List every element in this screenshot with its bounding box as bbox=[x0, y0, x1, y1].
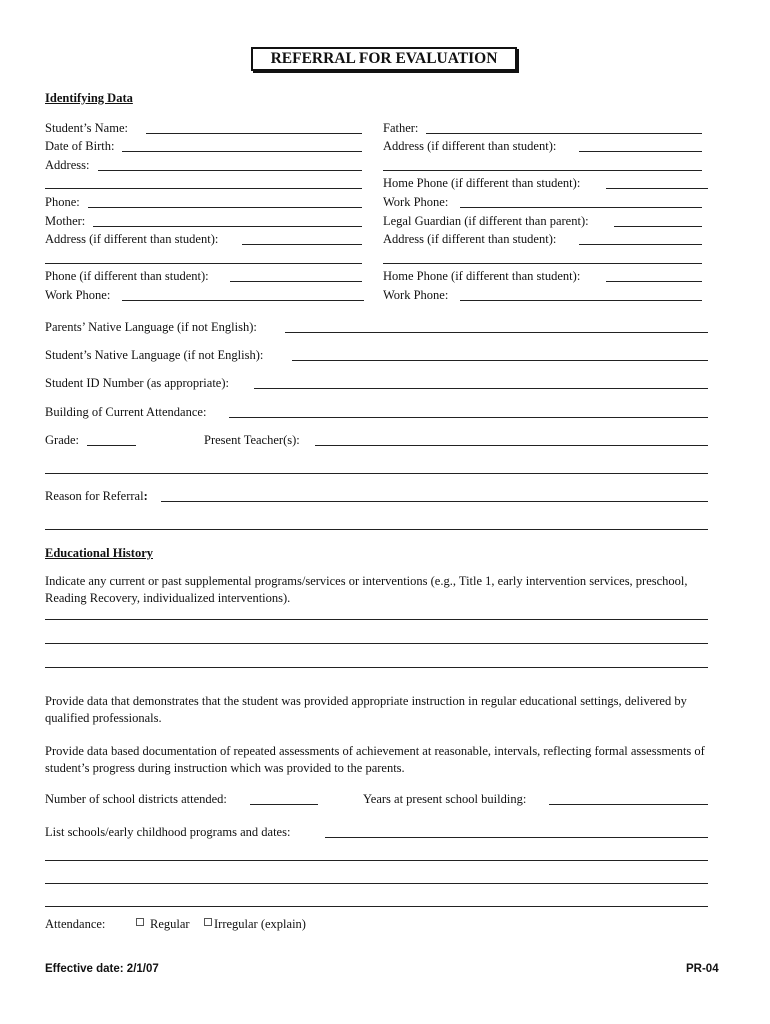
phone-label: Phone: bbox=[45, 195, 80, 209]
father-address-label: Address (if different than student): bbox=[383, 139, 557, 153]
guardian-home-phone-label: Home Phone (if different than student): bbox=[383, 269, 581, 283]
districts-field[interactable] bbox=[250, 804, 318, 805]
identifying-data-heading: Identifying Data bbox=[45, 91, 133, 105]
address-label: Address: bbox=[45, 158, 90, 172]
educational-history-heading: Educational History bbox=[45, 546, 153, 560]
mother-work-phone-label: Work Phone: bbox=[45, 288, 111, 302]
form-code: PR-04 bbox=[686, 963, 719, 975]
guardian-home-phone-field[interactable] bbox=[606, 281, 702, 282]
parents-language-field[interactable] bbox=[285, 332, 708, 333]
years-field[interactable] bbox=[549, 804, 708, 805]
student-id-field[interactable] bbox=[254, 388, 708, 389]
father-work-phone-label: Work Phone: bbox=[383, 195, 449, 209]
legal-guardian-label: Legal Guardian (if different than parent): bbox=[383, 214, 589, 228]
parents-language-label: Parents’ Native Language (if not English): bbox=[45, 320, 257, 334]
supplemental-programs-line3[interactable] bbox=[45, 667, 708, 668]
mother-address-field-line2[interactable] bbox=[45, 263, 362, 264]
mother-address-field[interactable] bbox=[242, 244, 362, 245]
reason-field-line2[interactable] bbox=[45, 529, 708, 530]
reason-field[interactable] bbox=[161, 501, 708, 502]
father-home-phone-field[interactable] bbox=[606, 188, 708, 189]
grade-field[interactable] bbox=[87, 445, 136, 446]
address-field[interactable] bbox=[98, 170, 362, 171]
father-address-field-line2[interactable] bbox=[383, 170, 702, 171]
list-schools-line4[interactable] bbox=[45, 906, 708, 907]
reason-label-text: Reason for Referral bbox=[45, 489, 144, 503]
father-label: Father: bbox=[383, 121, 419, 135]
irregular-checkbox[interactable] bbox=[204, 918, 212, 926]
mother-field[interactable] bbox=[93, 226, 362, 227]
student-language-label: Student’s Native Language (if not English): bbox=[45, 348, 264, 362]
list-schools-line3[interactable] bbox=[45, 883, 708, 884]
teacher-field-line2[interactable] bbox=[45, 473, 708, 474]
guardian-address-field-line2[interactable] bbox=[383, 263, 702, 264]
regular-checkbox[interactable] bbox=[136, 918, 144, 926]
attendance-label: Attendance: bbox=[45, 917, 106, 931]
list-schools-label: List schools/early childhood programs and dates: bbox=[45, 825, 291, 839]
student-name-field[interactable] bbox=[146, 133, 362, 134]
father-work-phone-field[interactable] bbox=[460, 207, 702, 208]
supplemental-programs-instructions: Indicate any current or past supplemental programs/services or interventions (e.g., Title 1, early intervention services, preschool, Reading Recovery, individualized interventions). bbox=[45, 574, 688, 605]
dob-label: Date of Birth: bbox=[45, 139, 115, 153]
years-label: Years at present school building: bbox=[363, 792, 527, 806]
father-field[interactable] bbox=[426, 133, 702, 134]
irregular-label: Irregular (explain) bbox=[214, 917, 306, 931]
districts-label: Number of school districts attended: bbox=[45, 792, 227, 806]
student-name-label: Student’s Name: bbox=[45, 121, 128, 135]
guardian-work-phone-field[interactable] bbox=[460, 300, 702, 301]
reason-colon: : bbox=[143, 489, 148, 503]
teacher-field[interactable] bbox=[315, 445, 708, 446]
student-id-label: Student ID Number (as appropriate): bbox=[45, 376, 229, 390]
instruction-data-paragraph: Provide data that demonstrates that the student was provided appropriate instruction in regular educational settings, delivered by qualified professionals. bbox=[45, 694, 687, 725]
building-label: Building of Current Attendance: bbox=[45, 405, 207, 419]
dob-field[interactable] bbox=[122, 151, 362, 152]
building-field[interactable] bbox=[229, 417, 708, 418]
guardian-address-field[interactable] bbox=[579, 244, 702, 245]
student-language-field[interactable] bbox=[292, 360, 708, 361]
list-schools-line2[interactable] bbox=[45, 860, 708, 861]
mother-work-phone-field[interactable] bbox=[122, 300, 364, 301]
legal-guardian-field[interactable] bbox=[614, 226, 702, 227]
mother-label: Mother: bbox=[45, 214, 86, 228]
mother-phone-field[interactable] bbox=[230, 281, 362, 282]
supplemental-programs-line1[interactable] bbox=[45, 619, 708, 620]
assessment-data-paragraph: Provide data based documentation of repeated assessments of achievement at reasonable, intervals, reflecting formal assessments of student’s progress during instruction which was provided to the parents. bbox=[45, 744, 705, 775]
page-title: REFERRAL FOR EVALUATION bbox=[251, 47, 517, 71]
phone-field[interactable] bbox=[88, 207, 362, 208]
grade-label: Grade: bbox=[45, 433, 80, 447]
teacher-label: Present Teacher(s): bbox=[204, 433, 300, 447]
mother-phone-label: Phone (if different than student): bbox=[45, 269, 209, 283]
father-home-phone-label: Home Phone (if different than student): bbox=[383, 176, 581, 190]
address-field-line2[interactable] bbox=[45, 188, 362, 189]
list-schools-field[interactable] bbox=[325, 837, 708, 838]
guardian-work-phone-label: Work Phone: bbox=[383, 288, 449, 302]
effective-date: Effective date: 2/1/07 bbox=[45, 963, 159, 975]
attendance-regular-option[interactable] bbox=[136, 917, 190, 932]
guardian-address-label: Address (if different than student): bbox=[383, 232, 557, 246]
mother-address-label: Address (if different than student): bbox=[45, 232, 219, 246]
regular-label: Regular bbox=[150, 917, 190, 931]
reason-label bbox=[45, 489, 148, 504]
attendance-irregular-option[interactable] bbox=[204, 917, 306, 932]
supplemental-programs-line2[interactable] bbox=[45, 643, 708, 644]
father-address-field[interactable] bbox=[579, 151, 702, 152]
